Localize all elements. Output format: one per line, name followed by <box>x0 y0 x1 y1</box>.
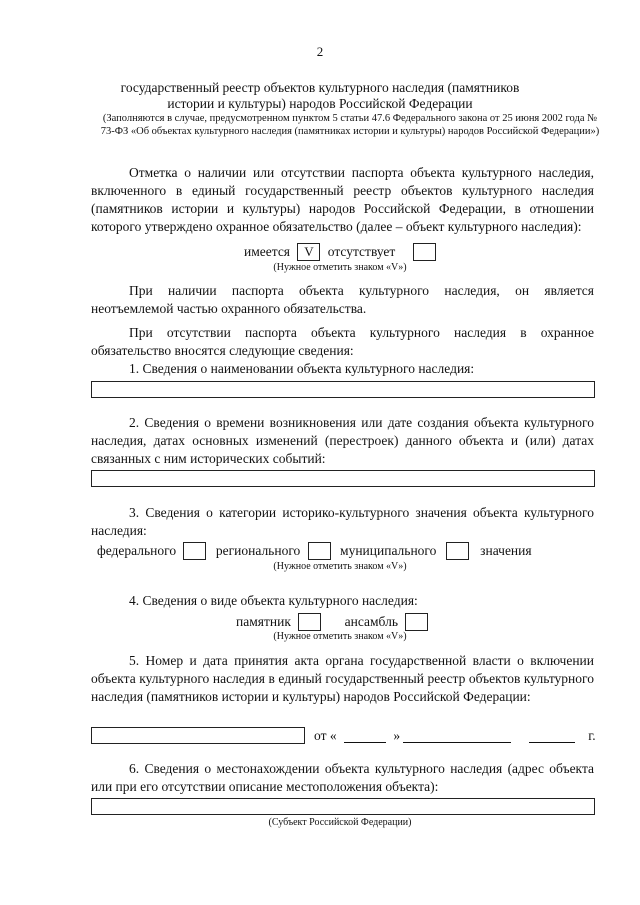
category-federal-checkbox[interactable] <box>183 542 206 560</box>
act-date-from: от « <box>314 727 337 743</box>
header-line-2: истории и культуры) народов Российской Федерации <box>167 96 473 111</box>
category-regional-checkbox[interactable] <box>308 542 331 560</box>
item3-label: 3. Сведения о категории историко-культурного значения объекта культурного наследия: <box>91 505 594 538</box>
passport-text: Отметка о наличии или отсутствии паспорта объекта культурного наследия, включенного в единый государственный реестр объектов культурного наследия (памятников истории и культуры) народов Российской Федерации, в отношении которого утверждено охранное обязательство (далее – объект культурного наследия): <box>91 165 594 234</box>
item2-label: 2. Сведения о времени возникновения или дате создания объекта культурного наследия, датах основных изменений (перестроек) данного объекта и (или) датах связанных с ним исторических событий: <box>91 415 594 466</box>
passport-absent-label: отсутствует <box>327 243 396 259</box>
type-choice <box>236 612 428 631</box>
category-municipal-label: муниципального <box>340 542 437 558</box>
header-line-1: государственный реестр объектов культурного наследия (памятников <box>120 80 520 95</box>
passport-hint: (Нужное отметить знаком «V») <box>273 262 407 273</box>
type-ensemble-checkbox[interactable] <box>405 613 428 631</box>
passport-absent-text: При отсутствии паспорта объекта культурного наследия в охранное обязательство вносятся следующие сведения: <box>91 325 594 358</box>
item1-label: 1. Сведения о наименовании объекта культурного наследия: <box>129 361 475 376</box>
passport-has-label: имеется <box>244 243 291 259</box>
act-month-field[interactable] <box>403 728 511 743</box>
passport-has-checkbox[interactable]: V <box>297 243 320 261</box>
act-date <box>314 726 596 745</box>
item6-label: 6. Сведения о местонахождении объекта культурного наследия (адрес объекта или при его отсутствии описание местоположения объекта): <box>91 761 594 794</box>
header-note: (Заполняются в случае, предусмотренном пунктом 5 статьи 47.6 Федерального закона от 25 июня 2002 года № 73-ФЗ «Об объектах культурного наследия (памятниках истории и культуры) народов Российской Федерации») <box>100 113 600 137</box>
category-municipal-checkbox[interactable] <box>446 542 469 560</box>
item6-field[interactable] <box>91 798 595 815</box>
item4-label: 4. Сведения о виде объекта культурного наследия: <box>129 593 418 608</box>
act-day-field[interactable] <box>344 728 386 743</box>
type-monument-label: памятник <box>236 613 291 629</box>
passport-absent-checkbox[interactable] <box>413 243 436 261</box>
item6-hint: (Субъект Российской Федерации) <box>268 817 412 828</box>
passport-present-text: При наличии паспорта объекта культурного наследия, он является неотъемлемой частью охранного обязательства. <box>91 283 594 316</box>
type-ensemble-label: ансамбль <box>344 613 398 629</box>
category-regional-label: регионального <box>215 542 301 558</box>
passport-choice <box>244 242 436 261</box>
act-year-field[interactable] <box>529 728 575 743</box>
item2-field[interactable] <box>91 470 595 487</box>
act-date-close-quote: » <box>393 727 401 743</box>
act-number-field[interactable] <box>91 727 305 744</box>
page-number: 2 <box>316 44 324 59</box>
category-hint: (Нужное отметить знаком «V») <box>273 561 407 572</box>
item1-field[interactable] <box>91 381 595 398</box>
category-choice <box>97 541 532 560</box>
type-monument-checkbox[interactable] <box>298 613 321 631</box>
type-hint: (Нужное отметить знаком «V») <box>273 631 407 642</box>
item5-label: 5. Номер и дата принятия акта органа государственной власти о включении объекта культурного наследия в единый государственный реестр объектов культурного наследия (памятников истории и культуры) народов Российской Федерации: <box>91 653 594 704</box>
category-suffix: значения <box>480 542 532 558</box>
category-federal-label: федерального <box>97 542 177 558</box>
act-year-suffix: г. <box>588 727 596 743</box>
